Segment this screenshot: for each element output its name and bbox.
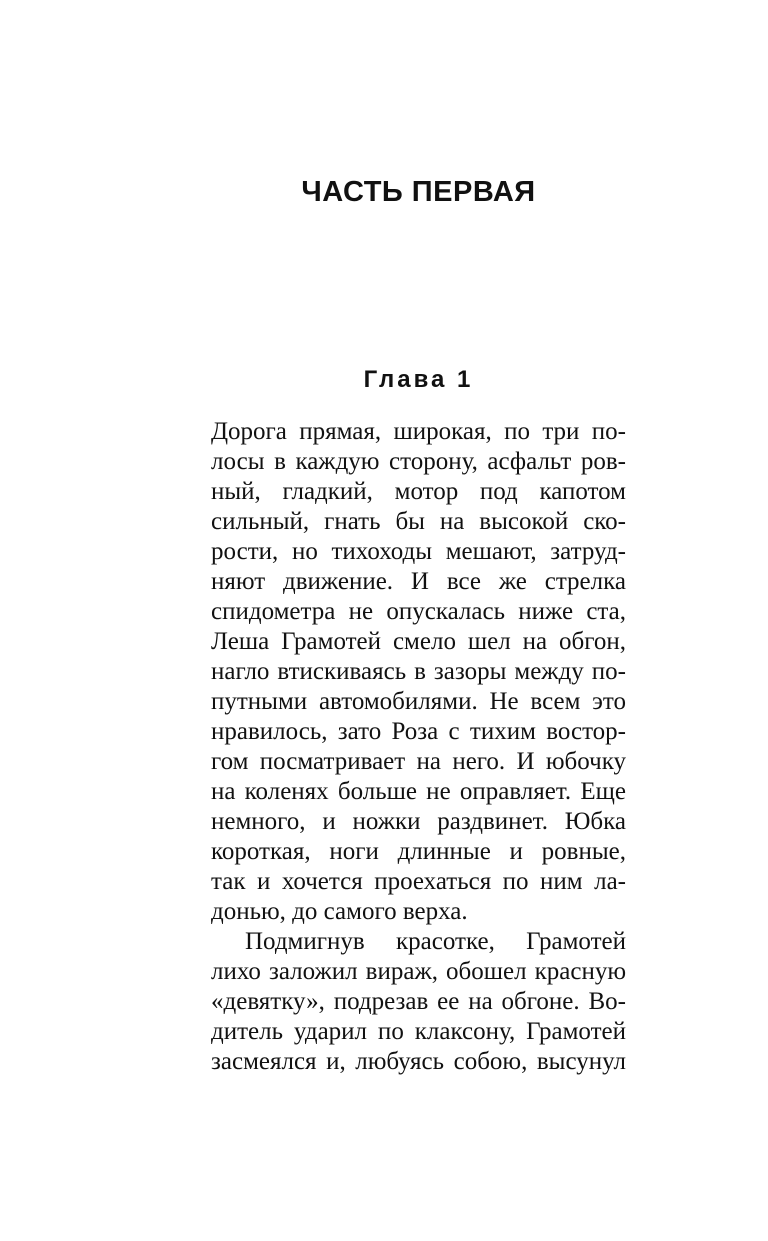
text-line: засмеялся и, любуясь собою, высунул <box>211 1048 626 1075</box>
text-line: спидометра не опускалась ниже ста, <box>211 598 626 625</box>
text-line: донью, до самого верха. <box>211 898 468 925</box>
text-line: короткая, ноги длинные и ровные, <box>211 838 626 865</box>
text-line: так и хочется проехаться по ним ла- <box>211 868 626 895</box>
text-line: на коленях больше не оправляет. Еще <box>211 778 626 805</box>
text-line: лосы в каждую сторону, асфальт ров- <box>211 448 626 475</box>
text-line: путными автомобилями. Не всем это <box>211 688 626 715</box>
part-title: ЧАСТЬ ПЕРВАЯ <box>301 176 536 208</box>
text-line: няют движение. И все же стрелка <box>211 568 626 595</box>
text-line: «девятку», подрезав ее на обгоне. Во- <box>211 988 626 1015</box>
body-text <box>211 417 626 1077</box>
text-line: Дорога прямая, широкая, по три по- <box>211 418 626 445</box>
text-line: немного, и ножки раздвинет. Юбка <box>211 808 626 835</box>
text-line: дитель ударил по клаксону, Грамотей <box>211 1018 626 1045</box>
text-line: лихо заложил вираж, обошел красную <box>211 958 626 985</box>
chapter-title: Глава 1 <box>363 366 474 393</box>
text-line: нравилось, зато Роза с тихим востор- <box>211 718 626 745</box>
text-line: Подмигнув красотке, Грамотей <box>245 928 626 955</box>
text-line: гом посматривает на него. И юбочку <box>211 748 626 775</box>
text-line: рости, но тихоходы мешают, затруд- <box>211 538 626 565</box>
text-line: ный, гладкий, мотор под капотом <box>211 478 626 505</box>
text-line: нагло втискиваясь в зазоры между по- <box>211 658 626 685</box>
text-line: сильный, гнать бы на высокой ско- <box>211 508 626 535</box>
text-line: Леша Грамотей смело шел на обгон, <box>211 628 626 655</box>
